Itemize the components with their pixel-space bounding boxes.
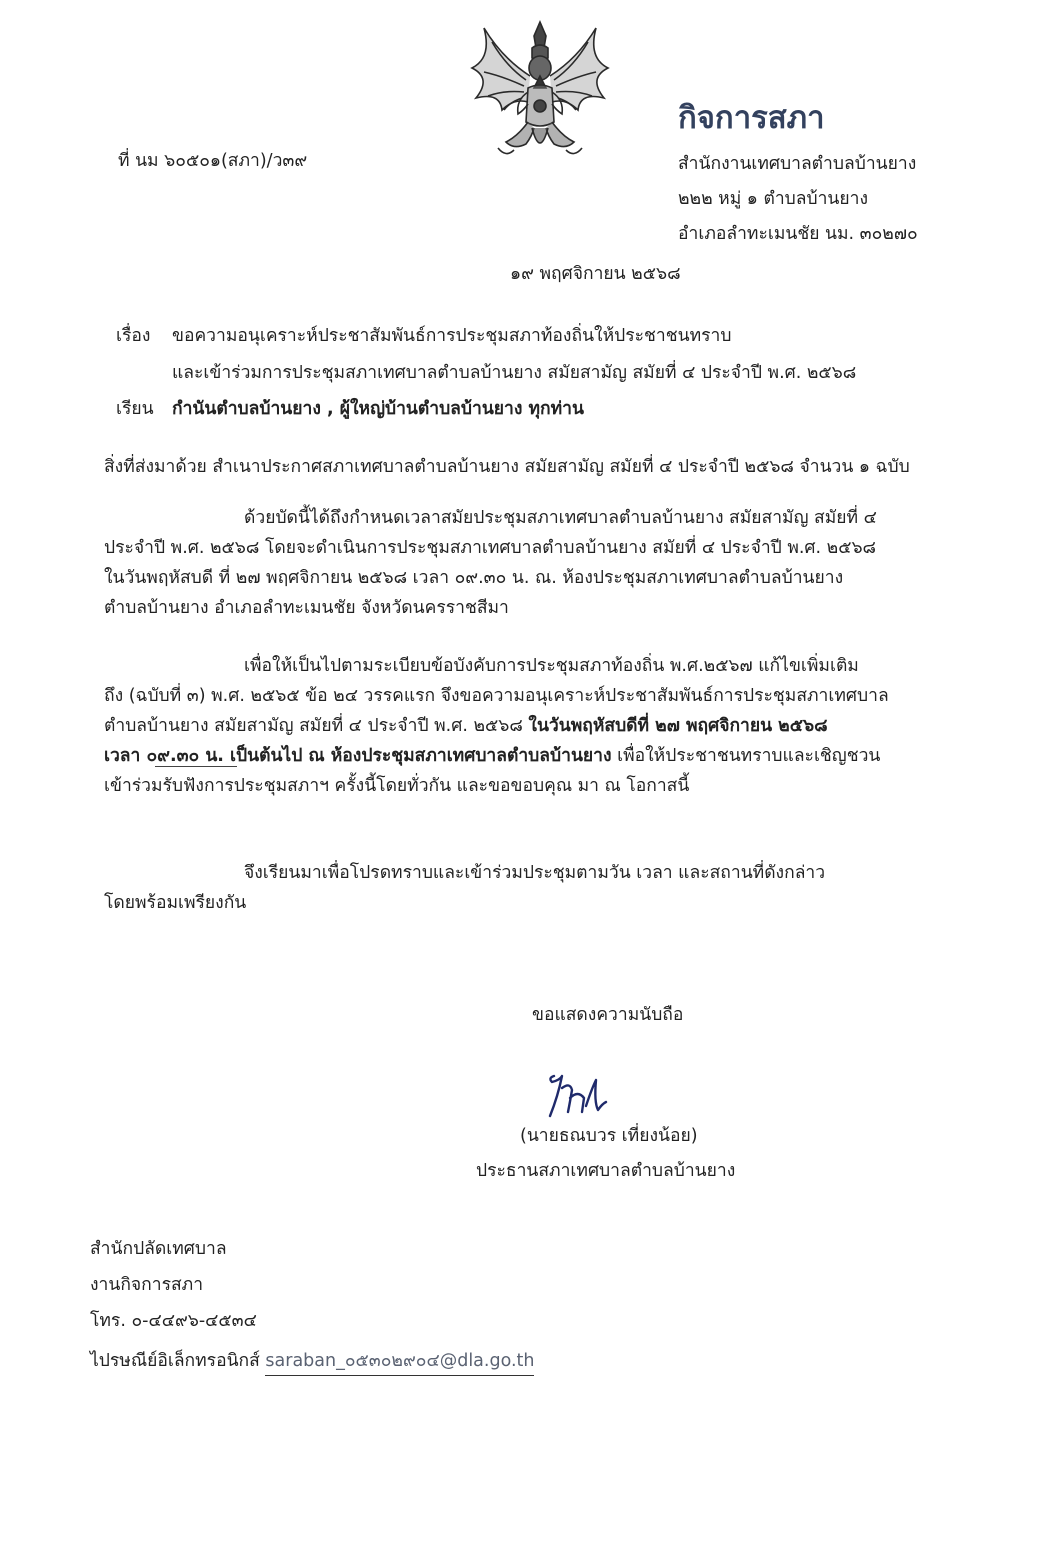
garuda-emblem-icon (462, 18, 618, 168)
contact-email-link[interactable]: saraban_๐๕๓๐๒๙๐๔@dla.go.th (265, 1351, 534, 1376)
closing-paragraph (104, 858, 984, 918)
address-line-3: อำเภอลำทะเมนชัย นม. ๓๐๒๗๐ (678, 224, 918, 244)
contact-email-label: ไปรษณีย์อิเล็กทรอนิกส์ (90, 1351, 260, 1371)
department-title: กิจการสภา (678, 100, 825, 136)
subject-line-1: ขอความอนุเคราะห์ประชาสัมพันธ์การประชุมสภาท้องถิ่นให้ประชาชนทราบ (172, 326, 732, 346)
contact-email-row (90, 1349, 534, 1373)
contact-phone: โทร. ๐-๔๔๙๖-๔๕๓๔ (90, 1311, 257, 1331)
contact-office: สำนักปลัดเทศบาล (90, 1239, 227, 1259)
handwritten-signature (540, 1068, 614, 1124)
letter-date: ๑๙ พฤศจิกายน ๒๕๖๘ (510, 264, 681, 284)
paragraph-2-line-4-normal: เพื่อให้ประชาชนทราบและเชิญชวน (611, 746, 881, 766)
document-reference: ที่ นม ๖๐๕๐๑(สภา)/ว๓๙ (118, 151, 308, 171)
enclosure-line: สิ่งที่ส่งมาด้วย สำเนาประกาศสภาเทศบาลตำบลบ้านยาง สมัยสามัญ สมัยที่ ๔ ประจำปี ๒๕๖๘ จำนวน ๑ ฉบับ (104, 457, 910, 477)
signatory-name: (นายธณบวร เที่ยงน้อย) (520, 1126, 698, 1146)
body-paragraph-2 (104, 651, 984, 801)
meeting-date-bold: ในวันพฤหัสบดีที่ ๒๗ พฤศจิกายน ๒๕๖๘ (528, 716, 828, 736)
paragraph-2-line-5: เข้าร่วมรับฟังการประชุมสภาฯ ครั้งนี้โดยทั่วกัน และขอขอบคุณ มา ณ โอกาสนี้ (104, 776, 690, 796)
closing-paragraph-line-2: โดยพร้อมเพรียงกัน (104, 893, 247, 913)
address-line-2: ๒๒๒ หมู่ ๑ ตำบลบ้านยาง (678, 189, 869, 209)
paragraph-2-line-3-normal: ตำบลบ้านยาง สมัยสามัญ สมัยที่ ๔ ประจำปี พ.ศ. ๒๕๖๘ (104, 716, 529, 736)
body-paragraph-1 (104, 503, 984, 623)
recipient-label: เรียน (116, 399, 154, 419)
paragraph-2-line-2: ถึง (ฉบับที่ ๓) พ.ศ. ๒๕๖๕ ข้อ ๒๔ วรรคแรก จึงขอความอนุเคราะห์ประชาสัมพันธ์การประชุมสภาเทศบาล (104, 686, 889, 706)
subject-line-2: และเข้าร่วมการประชุมสภาเทศบาลตำบลบ้านยาง สมัยสามัญ สมัยที่ ๔ ประจำปี พ.ศ. ๒๕๖๘ (172, 363, 857, 383)
paragraph-1-line-3: ในวันพฤหัสบดี ที่ ๒๗ พฤศจิกายน ๒๕๖๘ เวลา ๐๙.๓๐ น. ณ. ห้องประชุมสภาเทศบาลตำบลบ้านยาง (104, 568, 844, 588)
subject-label: เรื่อง (116, 326, 151, 346)
recipient-text: กำนันตำบลบ้านยาง , ผู้ใหญ่บ้านตำบลบ้านยาง ทุกท่าน (172, 399, 584, 419)
paragraph-1-line-2: ประจำปี พ.ศ. ๒๕๖๘ โดยจะดำเนินการประชุมสภาเทศบาลตำบลบ้านยาง สมัยที่ ๔ ประจำปี พ.ศ. ๒๕๖๘ (104, 538, 877, 558)
closing-paragraph-line-1: จึงเรียนมาเพื่อโปรดทราบและเข้าร่วมประชุมตามวัน เวลา และสถานที่ดังกล่าว (244, 863, 826, 883)
paragraph-1-line-4: ตำบลบ้านยาง อำเภอลำทะเมนชัย จังหวัดนครราชสีมา (104, 598, 509, 618)
signatory-position: ประธานสภาเทศบาลตำบลบ้านยาง (476, 1161, 736, 1181)
address-line-1: สำนักงานเทศบาลตำบลบ้านยาง (678, 154, 917, 174)
closing-salutation: ขอแสดงความนับถือ (532, 1005, 684, 1025)
paragraph-2-line-3 (104, 711, 984, 741)
paragraph-1-line-1: ด้วยบัดนี้ได้ถึงกำหนดเวลาสมัยประชุมสภาเทศบาลตำบลบ้านยาง สมัยสามัญ สมัยที่ ๔ (244, 508, 877, 528)
paragraph-2-line-1: เพื่อให้เป็นไปตามระเบียบข้อบังคับการประชุมสภาท้องถิ่น พ.ศ.๒๕๖๗ แก้ไขเพิ่มเติม (244, 656, 859, 676)
contact-section: งานกิจการสภา (90, 1275, 204, 1295)
meeting-time-place-bold: เวลา ๐๙.๓๐ น. เป็นต้นไป ณ ห้องประชุมสภาเทศบาลตำบลบ้านยาง (104, 746, 612, 766)
handwritten-underline (155, 766, 237, 767)
